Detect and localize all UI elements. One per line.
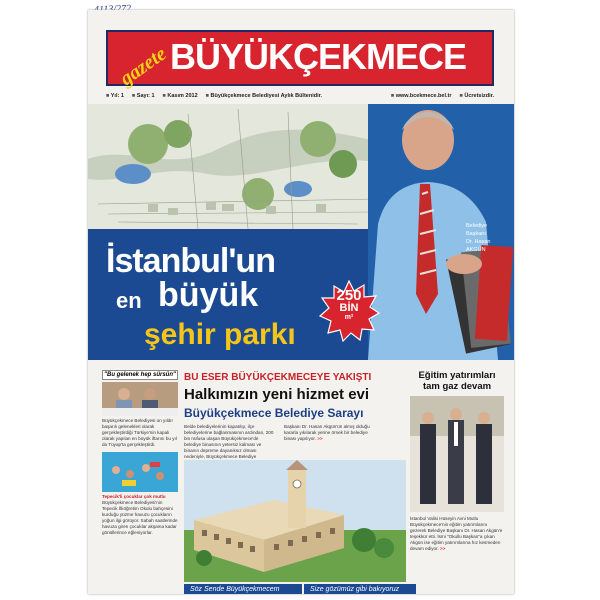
info-issue: ■ Sayı: 1 — [132, 93, 155, 99]
hero-headline-buyuk: büyük — [158, 276, 259, 314]
center-body-b — [284, 424, 374, 442]
iftar-photo — [102, 382, 178, 416]
bottom-section — [88, 360, 514, 594]
badge-text — [318, 288, 380, 322]
right-more-link[interactable]: >> — [439, 546, 446, 551]
left-box-title: "Bu gelenek hep sürsün" — [102, 370, 178, 380]
hero-headline-en: en — [116, 288, 142, 313]
info-bar — [106, 90, 494, 102]
mayor-caption — [466, 222, 510, 254]
hero-section — [88, 104, 514, 360]
hero-headline-line3: şehir parkı — [144, 318, 296, 351]
info-price: ■ Ücretsizdir. — [459, 93, 494, 99]
right-column — [410, 370, 504, 552]
center-kicker: BU ESER BÜYÜKÇEKMECEYE YAKIŞTI — [184, 372, 372, 383]
newspaper-page — [88, 10, 514, 594]
footer-bar-right: Size gözümüz gibi bakıyoruz — [304, 584, 416, 594]
info-date: ■ Kasım 2012 — [163, 93, 198, 99]
badge-m2: m² — [344, 314, 354, 321]
center-more-link[interactable]: >> — [317, 436, 323, 441]
badge-unit: BİN — [339, 302, 359, 314]
info-tagline: ■ Büyükçekmece Belediyesi Aylık Bültenidir. — [206, 93, 322, 99]
footer-bar-left: Söz Sende Büyükçekmecem — [184, 584, 302, 594]
left-text-1: Büyükçekmece Belediyesi on yıldır başarılı gelenekleri olarak gerçekleştirdiği Türkiye'nin kapalı olarak yapılan en büyük iftarını bu yıl da Tüyap'ta gerçekleştirdi. — [102, 418, 177, 447]
mayor-caption-line: Başkanı — [466, 231, 486, 237]
mayor-caption-line: Dr. Hasan — [466, 239, 491, 245]
governor-visit-photo — [410, 396, 504, 512]
hero-headline-line1: İstanbul'un — [106, 242, 275, 280]
center-subhead: Büyükçekmece Belediye Sarayı — [184, 406, 364, 420]
masthead-title: BÜYÜKÇEKMECE — [170, 36, 467, 77]
right-text — [410, 516, 504, 552]
right-headline: Eğitim yatırımları tam gaz devam — [418, 370, 496, 392]
masthead-gazete: gazete — [116, 42, 171, 91]
left-caption-2: Tepecik'li çocuklar çok mutlu — [102, 494, 166, 499]
mayor-caption-line: AKGÜN — [466, 247, 486, 253]
center-headline: Halkımızın yeni hizmet evi — [184, 386, 370, 403]
badge-number: 250 — [336, 287, 362, 304]
info-website: ■ www.bcekmece.bel.tr — [391, 93, 452, 99]
center-body-a: Belde belediyelerinin kapatılıp, ilçe belediyelerine bağlanmasının ardından, 200 bin nüfusa ulaşan Büyükçekmece'de belediye binasının yetersiz kalması ve binanın depreme dayanıksız olması nedeniyle, Büyükçekmece Belediye — [184, 424, 274, 459]
right-text-body: İstanbul Valisi Hüseyin Avni Mutlu Büyükçekmece'nin eğitim yatırımlarını gezerek Belediye Başkanı Dr. Hasan Akgün'e teşekkür etti. İsmi "Okullu Başkan"a çıkan Akgün ise eğitim yatırımlarına hız kesmeden devam ediyor. — [410, 516, 503, 551]
pool-photo — [102, 452, 178, 492]
city-hall-rendering — [184, 460, 406, 582]
mayor-caption-line: Belediye — [466, 223, 488, 229]
masthead — [106, 30, 494, 91]
center-body-b-text: Başkanı Dr. Hasan Akgün'ün almış olduğu kararla yıkılarak yerine örnek bir belediye binası yapılıyor. — [284, 424, 370, 441]
left-text-2: Büyükçekmece Belediyesi'nin Tepecik İlköğretim Okulu bahçesini kurduğu yüzme havuzu çocukların yoğun ilgi görüyor. Sabah saatlerinde havuza giren çocuklar akşama kadar gönüllerince eğleniyorlar. — [102, 500, 178, 535]
park-plan-image — [88, 104, 388, 234]
info-year: ■ Yıl: 1 — [106, 93, 124, 99]
left-column — [102, 370, 178, 594]
